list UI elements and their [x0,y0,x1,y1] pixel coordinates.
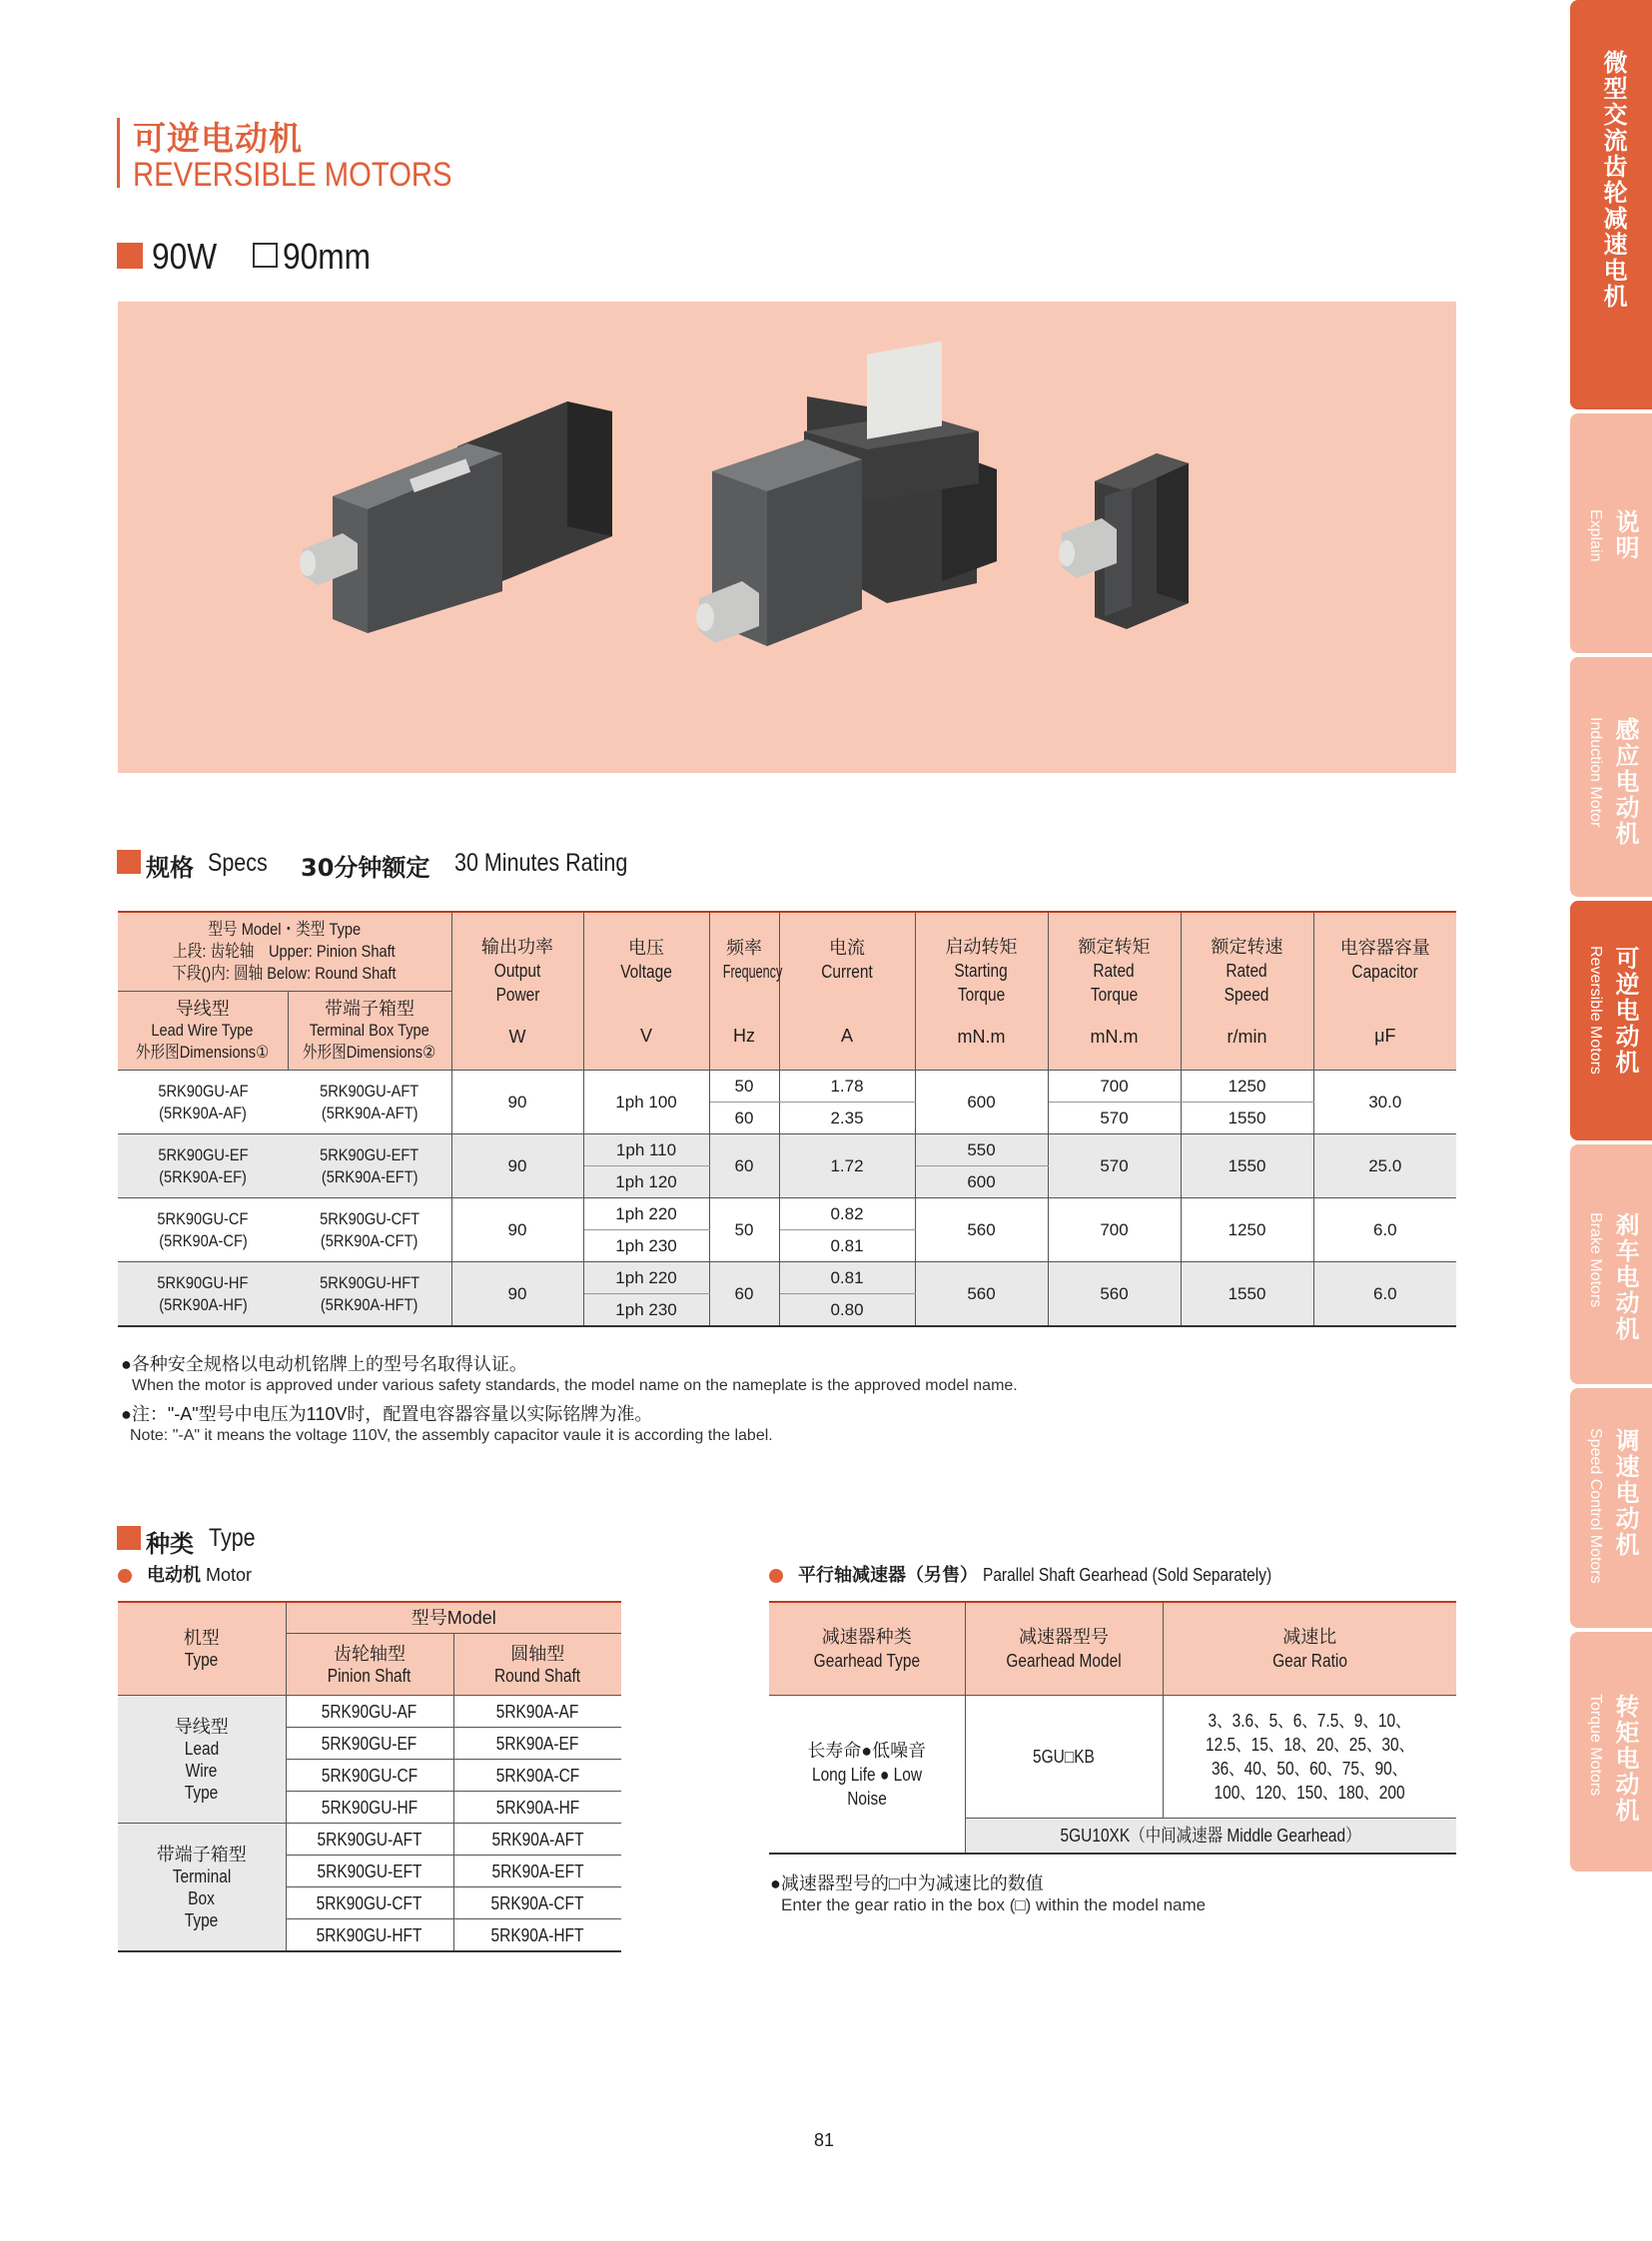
motor-lead-wire-image [300,401,612,633]
capacitor-header: 电容器容量 Capacitor μF [1313,912,1456,1071]
spec-voltage: 1ph 220 [583,1198,709,1230]
round-col-header: 圆轴型 Round Shaft [453,1634,621,1696]
spec-voltage: 1ph 110 [583,1134,709,1166]
gear-ratio-cell: 3、3.6、5、6、7.5、9、10、 12.5、15、18、20、25、30、 36、40、50、60、75、90、 100、120、150、180、200 [1205,1711,1414,1803]
spec-capacitor: 6.0 [1313,1262,1456,1327]
spec-row-term-model: 5RK90GU-CFT (5RK90A-CFT) [288,1198,451,1262]
type-square-icon [117,1526,141,1550]
round-model: 5RK90A-CFT [453,1887,621,1919]
gearhead-image [1059,453,1189,629]
spec-current: 1.72 [779,1134,915,1198]
spec-row-lead-model: 5RK90GU-CF (5RK90A-CF) [157,1208,249,1250]
spec-frequency: 60 [709,1134,779,1198]
spec-current: 0.81 [779,1230,915,1262]
pinion-model: 5RK90GU-HFT [286,1919,453,1952]
lead-wire-type-header: 导线型 Lead Wire Type 外形图Dimensions① [118,992,288,1071]
gearhead-note-en: Enter the gear ratio in the box (□) within the model name [781,1895,1207,1914]
model-col-header: 型号Model [286,1602,621,1634]
specs-square-icon [117,850,141,874]
bullet-icon [118,1569,132,1583]
frame-box-icon [253,243,278,268]
spec-starting-torque: 600 [915,1071,1048,1134]
voltage-header: 电压 Voltage V [583,912,709,1071]
tab-reversible-motors[interactable]: 可逆电动机 Reversible Motors [1570,901,1652,1140]
starting-torque-header: 启动转矩 Starting Torque mN.m [915,912,1048,1071]
spec-rated-speed: 1550 [1181,1103,1313,1134]
terminal-box-type-header: 带端子箱型 Terminal Box Type 外形图Dimensions② [288,992,451,1071]
power-rating: 90W [152,236,218,277]
pinion-model: 5RK90GU-HF [286,1792,453,1824]
pinion-model: 5RK90GU-AFT [286,1824,453,1856]
specs-heading-cn: 规格 [146,854,194,882]
rated-torque-header: 额定转矩 Rated Torque mN.m [1048,912,1181,1071]
spec-voltage: 1ph 220 [583,1262,709,1294]
gearhead-note-cn: ●减速器型号的□中为减速比的数值 [770,1873,1044,1893]
spec-row-term-model: 5RK90GU-HFT (5RK90A-HFT) [288,1262,451,1327]
spec-power: 90 [451,1134,583,1198]
page-number: 81 [814,2130,835,2150]
spec-row-term-model: 5RK90GU-EFT (5RK90A-EFT) [288,1134,451,1198]
tab-speed-control-motors[interactable]: 调速电动机 Speed Control Motors [1570,1388,1652,1628]
spec-frequency: 60 [709,1262,779,1327]
rating-heading-cn: 30分钟额定 [301,854,430,882]
frequency-header: 频率 Frequency Hz [709,912,779,1071]
motor-illustrations [118,302,1456,773]
specs-heading-en: Specs [208,849,268,877]
spec-rated-speed: 1550 [1181,1262,1313,1327]
round-model: 5RK90A-CF [453,1760,621,1792]
spec-row-lead-model: 5RK90GU-AF (5RK90A-AF) [157,1081,249,1122]
type-heading-cn: 种类 [146,1530,194,1558]
motor-terminal-box-image [696,342,997,646]
spec-capacitor: 25.0 [1313,1134,1456,1198]
gearhead-subheading: 平行轴减速器（另售） Parallel Shaft Gearhead (Sold Separately) [769,1561,1318,1587]
gearhead-type-cell: 长寿命●低噪音 Long Life ● Low Noise [769,1696,965,1855]
spec-voltage: 1ph 100 [583,1071,709,1134]
spec-rated-torque: 700 [1048,1071,1181,1103]
spec-starting-torque: 560 [915,1262,1048,1327]
specs-table [118,911,1456,1327]
bullet-icon [769,1569,783,1583]
spec-power: 90 [451,1262,583,1327]
spec-capacitor: 30.0 [1368,1092,1402,1112]
rated-speed-header: 额定转速 Rated Speed r/min [1181,912,1313,1071]
product-photo-panel [118,302,1456,773]
pinion-col-header: 齿轮轴型 Pinion Shaft [286,1634,453,1696]
current-header: 电流 Current A [779,912,915,1071]
title-accent-bar [117,118,120,188]
spec-power: 90 [451,1198,583,1262]
spec-voltage: 1ph 120 [583,1166,709,1198]
spec-rated-torque: 700 [1048,1198,1181,1262]
note-voltage-en: Note: "-A" it means the voltage 110V, the assembly capacitor vaule it is according the label. [130,1427,773,1444]
terminal-type-cell: 带端子箱型 Terminal Box Type [118,1824,286,1952]
pinion-model: 5RK90GU-AF [286,1696,453,1728]
spec-current: 2.35 [779,1103,915,1134]
spec-rated-speed: 1550 [1181,1134,1313,1198]
page-title-cn: 可逆电动机 [133,119,303,158]
spec-frequency: 50 [709,1198,779,1262]
tab-induction-motor[interactable]: 感应电动机 Induction Motor [1570,657,1652,897]
spec-row-lead-model: 5RK90GU-EF (5RK90A-EF) [118,1134,288,1198]
spec-current: 0.81 [779,1262,915,1294]
spec-voltage: 1ph 230 [583,1294,709,1327]
round-model: 5RK90A-AF [453,1696,621,1728]
spec-row-term-model: 5RK90GU-AFT (5RK90A-AFT) [288,1071,451,1134]
gearhead-model-cell: 5GU□KB [965,1696,1163,1819]
round-model: 5RK90A-EF [453,1728,621,1760]
motor-type-table [118,1601,621,1952]
spec-capacitor: 6.0 [1372,1219,1397,1239]
round-model: 5RK90A-HFT [490,1924,584,1945]
gearhead-table [769,1601,1456,1855]
gearhead-type-header: 减速器种类 Gearhead Type [769,1602,965,1696]
note-voltage-cn: ●注："-A"型号中电压为110V时，配置电容器容量以实际铭牌为准。 [121,1404,653,1424]
lead-type-cell: 导线型 Lead Wire Type [118,1696,286,1824]
tab-gear-motors[interactable]: 微型交流齿轮减速电机 [1570,0,1652,409]
spec-frequency: 60 [709,1103,779,1134]
spec-voltage: 1ph 230 [583,1230,709,1262]
spec-rated-torque: 560 [1048,1262,1181,1327]
tab-explain[interactable]: 说明 Explain [1570,413,1652,653]
round-model: 5RK90A-AFT [453,1824,621,1856]
frame-size: 90mm [283,236,372,277]
model-type-header: 型号 Model・类型 Type 上段: 齿轮轴 Upper: Pinion Shaft 下段()内: 圆轴 Below: Round Shaft [118,912,451,992]
spec-current: 1.78 [779,1071,915,1103]
page-title-en: REVERSIBLE MOTORS [133,156,452,194]
type-heading-en: Type [209,1524,256,1552]
spec-power: 90 [451,1071,583,1134]
output-power-header: 输出功率 Output Power W [451,912,583,1071]
spec-current: 0.80 [779,1294,915,1327]
spec-starting-torque: 600 [915,1166,1048,1198]
pinion-model: 5RK90GU-CF [286,1760,453,1792]
tab-brake-motors[interactable]: 刹车电动机 Brake Motors [1570,1144,1652,1384]
gearhead-model-header: 减速器型号 Gearhead Model [965,1602,1163,1696]
spec-rated-torque: 570 [1048,1103,1181,1134]
gear-ratio-header: 减速比 Gear Ratio [1163,1602,1456,1696]
pinion-model: 5RK90GU-EF [286,1728,453,1760]
spec-starting-torque: 560 [915,1198,1048,1262]
motor-subheading: 电动机 Motor [118,1561,252,1587]
spec-current: 0.82 [779,1198,915,1230]
spec-rated-speed: 1250 [1181,1198,1313,1262]
spec-rated-speed: 1250 [1181,1071,1313,1103]
spec-starting-torque: 550 [915,1134,1048,1166]
round-model: 5RK90A-EFT [453,1856,621,1887]
pinion-model: 5RK90GU-EFT [286,1856,453,1887]
spec-row-lead-model: 5RK90GU-HF (5RK90A-HF) [118,1262,288,1327]
middle-gearhead-cell: 5GU10XK（中间减速器 Middle Gearhead） [965,1819,1456,1855]
rating-heading-en: 30 Minutes Rating [454,849,628,877]
tab-torque-motors[interactable]: 转矩电动机 Torque Motors [1570,1632,1652,1871]
round-model: 5RK90A-HF [495,1797,579,1818]
power-square-icon [117,243,143,269]
note-safety-cn: ●各种安全规格以电动机铭牌上的型号名取得认证。 [121,1354,527,1374]
spec-rated-torque: 570 [1048,1134,1181,1198]
note-safety-en: When the motor is approved under various safety standards, the model name on the nameplate is the approved model name. [132,1377,1018,1394]
pinion-model: 5RK90GU-CFT [286,1887,453,1919]
spec-frequency: 50 [709,1071,779,1103]
type-col-header: 机型 Type [118,1602,286,1696]
